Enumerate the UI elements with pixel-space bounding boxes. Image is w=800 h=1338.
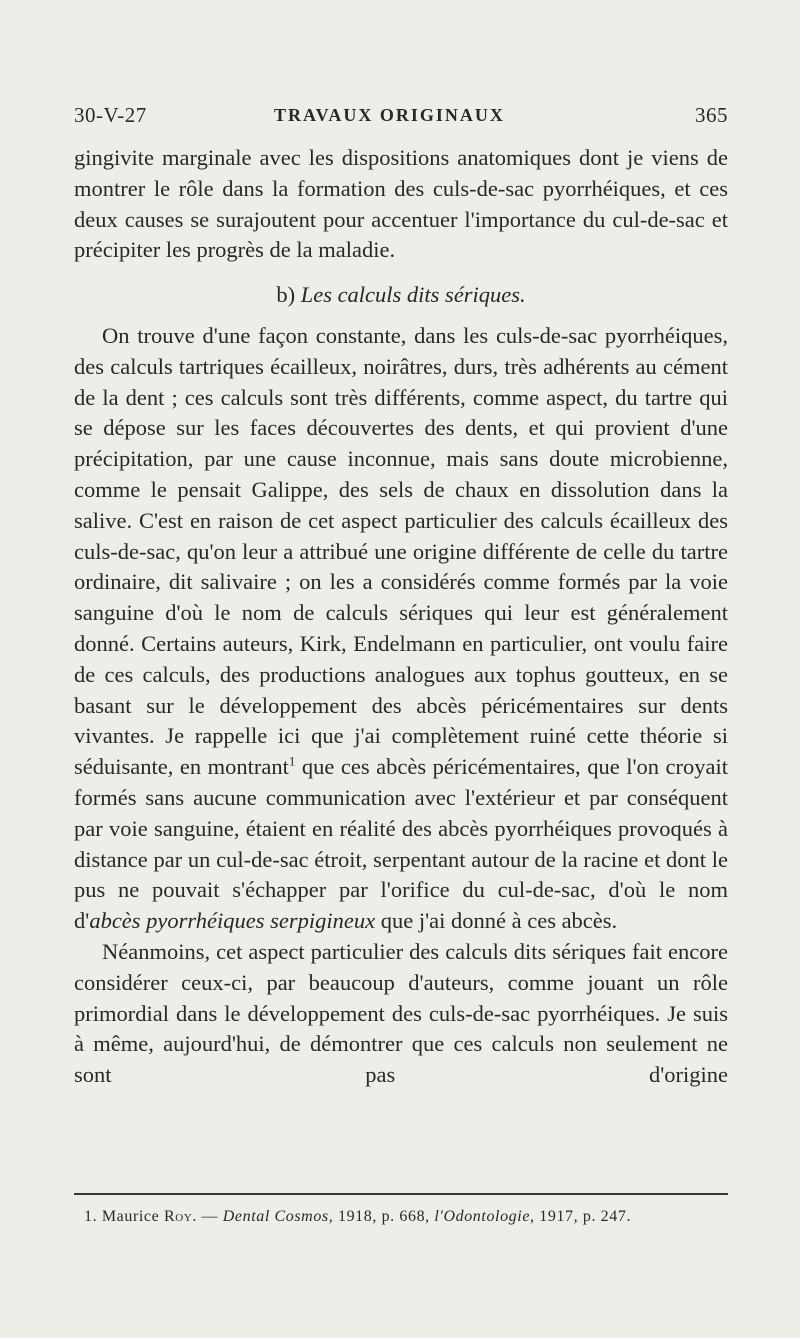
paragraph-2 [74, 321, 728, 937]
header-date: 30-V-27 [74, 103, 147, 127]
running-head [74, 103, 728, 137]
footnote-number: 1. [84, 1208, 98, 1225]
footnote-author-last: Roy [163, 1208, 193, 1225]
paragraph-2-part-3: que j'ai donné à ces abcès. [375, 908, 618, 934]
paragraph-2-part-1: On trouve d'une façon constante, dans les culs-de-sac pyorrhéiques, des calculs tartriques écailleux, noirâtres, durs, très adhérents au cément de la dent ; ces calculs sont très différents, comme aspect, du tartre qui se dépose sur les faces découvertes des dents, et qui provient d'une précipitation, par une cause inconnue, mais sans doute microbienne, comme le pensait Galippe, des sels de chaux en dissolution dans la salive. C'est en raison de cet aspect particulier des calculs écailleux des culs-de-sac, qu'on leur a attribué une origine différente de celle du tartre ordinaire, dit salivaire ; on les a considérés comme formés par la voie sanguine d'où le nom de calculs sériques qui leur est généralement donné. Certains auteurs, Kirk, Endelmann en particulier, ont voulu faire de ces calculs, des productions analogues aux tophus goutteux, en se basant sur le développement des abcès péricémentaires sur dents vivantes. Je rappelle ici que j'ai complètement ruiné cette théorie si séduisante, en montrant [74, 322, 728, 780]
footnote-reference: 1 [288, 753, 296, 769]
subheading-text: Les calculs dits sériques. [300, 282, 526, 308]
italic-term: abcès pyorrhéiques serpigineux [89, 908, 376, 934]
paragraph-2-part-2: que ces abcès péricémentaires, que l'on croyait formés sans aucune communication avec l'extérieur et par conséquent par voie sanguine, étaient en réalité des abcès pyorrhéiques provoqués à distance par un cul-de-sac étroit, serpentant autour de la racine et dont le pus ne pouvait s'échapper par l'orifice du cul-de-sac, d'où le nom d' [74, 754, 729, 934]
footnote-dash: . — [192, 1208, 219, 1225]
page-number: 365 [695, 103, 728, 127]
paragraph-3: Néanmoins, cet aspect particulier des calculs dits sériques fait encore considérer ceux-ci, par beaucoup d'auteurs, comme jouant un rôle primordial dans le développement des culs-de-sac pyorrhéiques. Je suis à même, aujourd'hui, de démontrer que ces calculs non seulement ne sont pas d'origine [74, 938, 728, 1088]
footnote-ref-2: , 1917, p. 247. [530, 1208, 632, 1225]
subheading-label: b) [276, 282, 296, 308]
footnote-author-first: Maurice [101, 1208, 160, 1225]
paragraph-1: gingivite marginale avec les dispositions anatomiques dont je viens de montrer le rôle dans la formation des culs-de-sac pyorrhéiques, et ces deux causes se surajoutent pour accentuer l'importance du cul-de-sac et précipiter les progrès de la maladie. [74, 145, 728, 263]
footnote [84, 1208, 728, 1226]
section-subheading [74, 280, 728, 311]
footnote-journal-2: l'Odontologie [434, 1208, 531, 1225]
body-text [74, 143, 728, 1091]
header-title: TRAVAUX ORIGINAUX [274, 105, 505, 125]
footnote-rule [74, 1193, 728, 1195]
footnote-journal-1: Dental Cosmos [222, 1208, 329, 1225]
footnote-ref-1: , 1918, p. 668, [328, 1208, 435, 1225]
